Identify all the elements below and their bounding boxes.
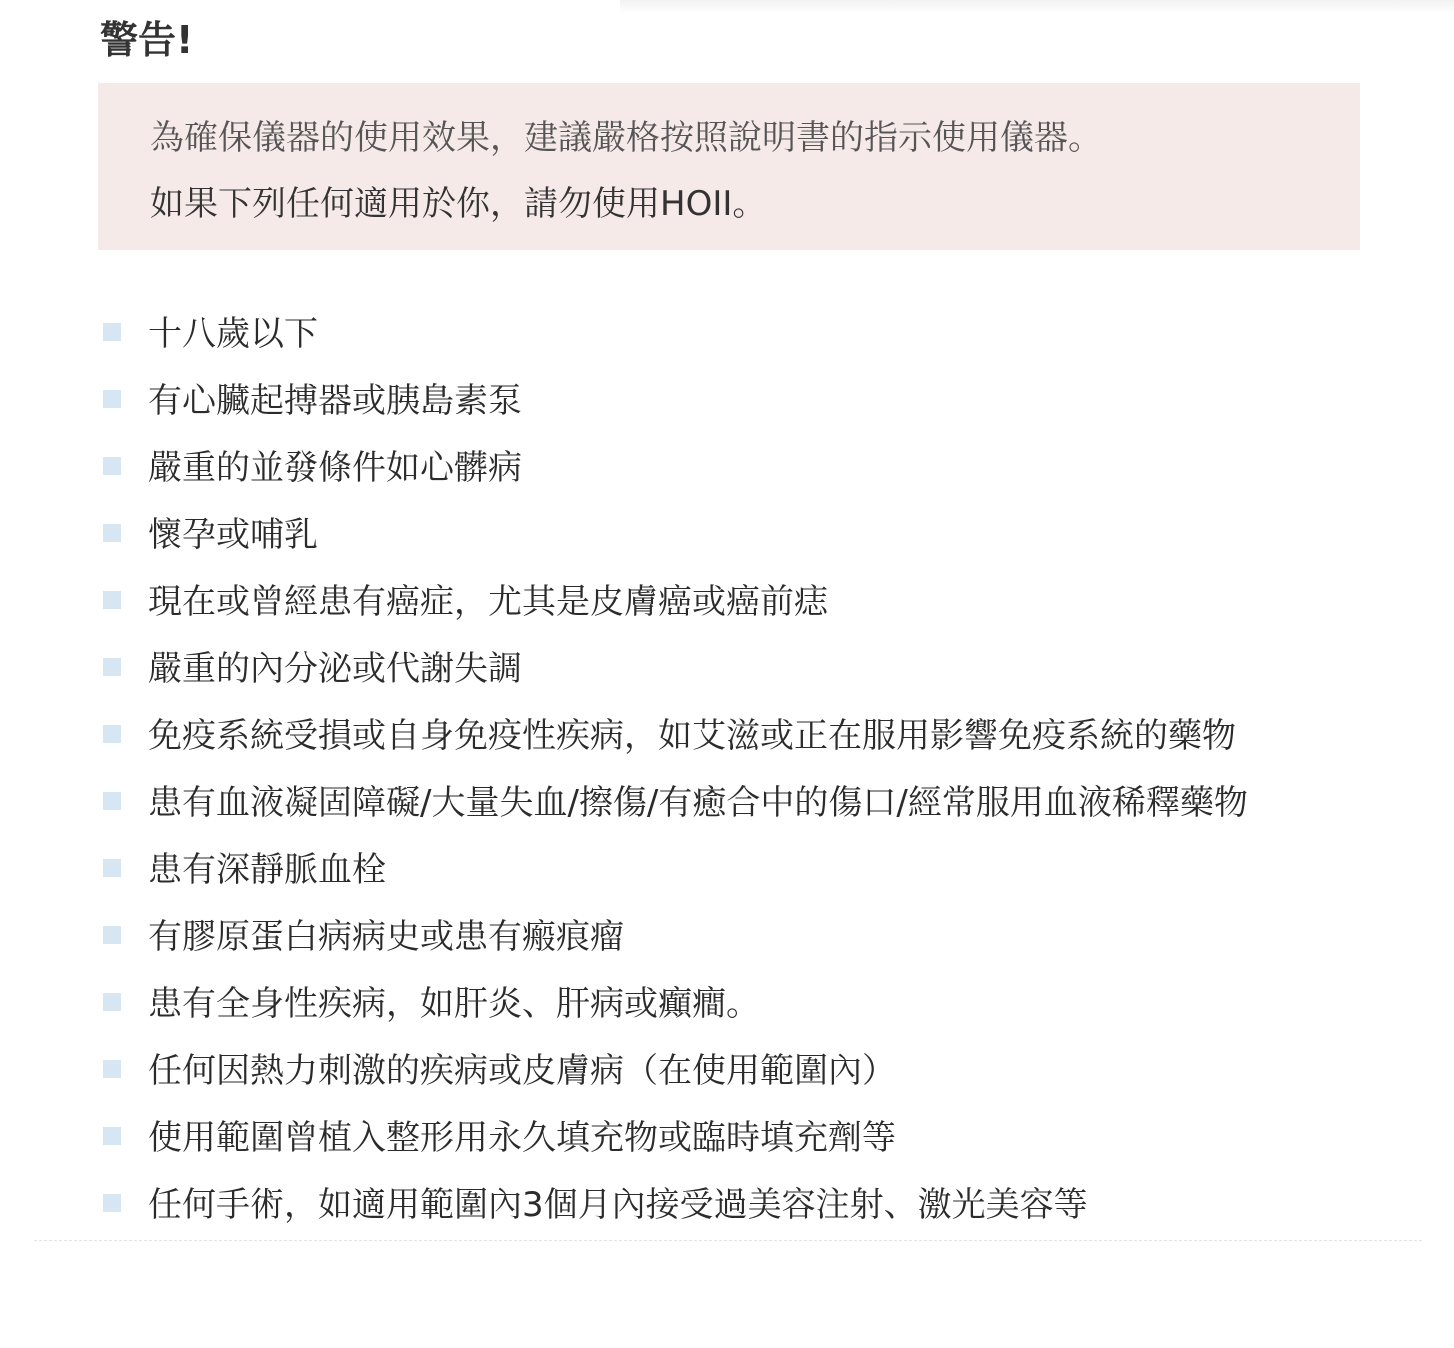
- square-bullet-icon: [103, 591, 121, 609]
- list-item: [100, 1172, 1248, 1239]
- list-item: [100, 837, 1248, 904]
- square-bullet-icon: [103, 993, 121, 1011]
- list-item: [100, 904, 1248, 971]
- list-item-text: 患有深靜脈血栓: [148, 850, 386, 890]
- list-item-text: 免疫系統受損或自身免疫性疾病，如艾滋或正在服用影響免疫系統的藥物: [148, 716, 1236, 756]
- list-item-text: 有心臟起搏器或胰島素泵: [148, 381, 522, 421]
- list-item-text: 有膠原蛋白病病史或患有瘢痕瘤: [148, 917, 624, 957]
- list-item: [100, 301, 1248, 368]
- list-item: [100, 971, 1248, 1038]
- list-item: [100, 1105, 1248, 1172]
- section-divider: [34, 1240, 1422, 1241]
- square-bullet-icon: [103, 524, 121, 542]
- notice-line-usage: 為確保儀器的使用效果，建議嚴格按照說明書的指示使用儀器。: [150, 118, 1102, 158]
- square-bullet-icon: [103, 725, 121, 743]
- list-item-text: 十八歲以下: [148, 314, 318, 354]
- list-item: [100, 502, 1248, 569]
- top-shadow: [620, 0, 1454, 14]
- list-item-text: 患有全身性疾病，如肝炎、肝病或癲癎。: [148, 984, 760, 1024]
- square-bullet-icon: [103, 323, 121, 341]
- square-bullet-icon: [103, 1060, 121, 1078]
- list-item-text: 患有血液凝固障礙/大量失血/擦傷/有癒合中的傷口/經常服用血液稀釋藥物: [148, 783, 1248, 823]
- list-item: [100, 368, 1248, 435]
- square-bullet-icon: [103, 1127, 121, 1145]
- square-bullet-icon: [103, 859, 121, 877]
- list-item: [100, 636, 1248, 703]
- list-item: [100, 770, 1248, 837]
- list-item: [100, 703, 1248, 770]
- conditions-list: [100, 301, 1248, 1239]
- square-bullet-icon: [103, 457, 121, 475]
- square-bullet-icon: [103, 658, 121, 676]
- list-item-text: 嚴重的並發條件如心髒病: [148, 448, 522, 488]
- notice-box: [98, 83, 1360, 250]
- list-item-text: 懷孕或哺乳: [148, 515, 318, 555]
- list-item: [100, 569, 1248, 636]
- warning-title: 警告!: [100, 18, 194, 62]
- list-item: [100, 1038, 1248, 1105]
- list-item: [100, 435, 1248, 502]
- square-bullet-icon: [103, 390, 121, 408]
- list-item-text: 任何因熱力刺激的疾病或皮膚病（在使用範圍內）: [148, 1051, 896, 1091]
- square-bullet-icon: [103, 1194, 121, 1212]
- list-item-text: 任何手術，如適用範圍內3個月內接受過美容注射、激光美容等: [148, 1185, 1088, 1225]
- list-item-text: 嚴重的內分泌或代謝失調: [148, 649, 522, 689]
- notice-line-do-not-use: 如果下列任何適用於你，請勿使用HOII。: [150, 184, 767, 224]
- square-bullet-icon: [103, 792, 121, 810]
- list-item-text: 使用範圍曾植入整形用永久填充物或臨時填充劑等: [148, 1118, 896, 1158]
- square-bullet-icon: [103, 926, 121, 944]
- list-item-text: 現在或曾經患有癌症，尤其是皮膚癌或癌前痣: [148, 582, 828, 622]
